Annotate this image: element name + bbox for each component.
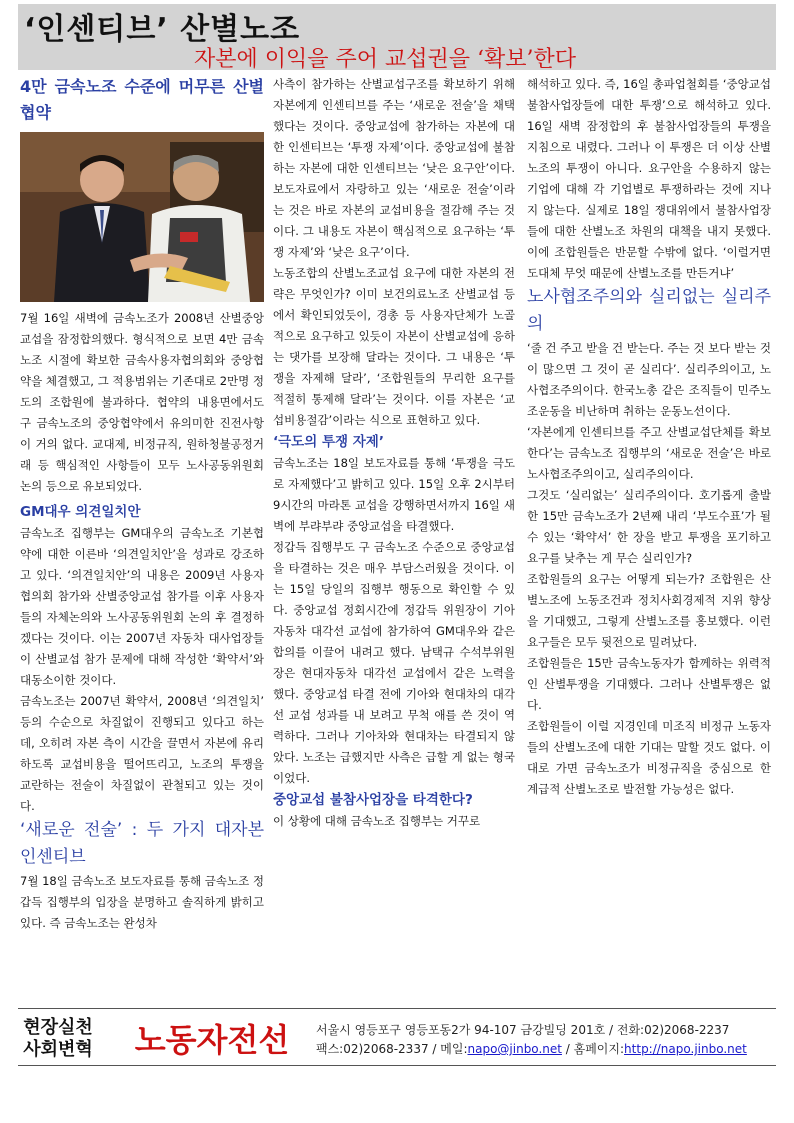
paragraph: 조합원들의 요구는 어떻게 되는가? 조합원은 산별노조에 노동조건과 정치사회경제적 지위 향상을 기대했고, 그렇게 산별노조를 홍보했다. 이런 요구들은 모두 뒷전으로 밀려났다. (527, 572, 771, 649)
logo-main: 노동자전선 (134, 1021, 290, 1059)
email-label: 메일: (440, 1042, 468, 1056)
paragraph: ‘자본에게 인센티브를 주고 산별교섭단체를 확보한다’는 금속노조 집행부의 ‘새로운 전술’은 바로 노사협조주의이고, 실리주의이다. (527, 425, 771, 481)
section-heading: 중앙교섭 불참사업장을 타격한다? (273, 792, 473, 808)
address: 서울시 영등포구 영등포동2가 94-107 금강빌딩 201호 / 전화:02)2068-2237 (316, 1023, 730, 1037)
paragraph: 7월 18일 금속노조 보도자료를 통해 금속노조 정갑득 집행부의 입장을 분명하고 솔직하게 밝히고 있다. 즉 금속노조는 완성차 (20, 874, 264, 930)
logo (22, 1013, 310, 1061)
section-heading: ‘극도의 투쟁 자제’ (273, 434, 384, 450)
paragraph: 7월 16일 새벽에 금속노조가 2008년 산별중앙교섭을 잠정합의했다. 형식적으로 보면 4만 금속노조 시절에 확보한 금속사용자협의회와 중앙협약을 체결했고, 그 적용범위는 기존대로 2만명 정도의 조합원에 불과하다. 협약의 내용면에서도 구 금속노조의 중앙협약에서 유의미한 진전사항이 거의 없다. 교대제, 비정규직, 원하청불공정거래 등 핵심적인 사항들이 모두 노사공동위원회 논의 등으로 유보되었다. (20, 311, 264, 493)
column-3 (527, 74, 771, 800)
email-link[interactable]: napo@jinbo.net (467, 1042, 562, 1056)
homepage-link[interactable]: http://napo.jinbo.net (624, 1042, 747, 1056)
section-heading: 노사협조주의와 실리없는 실리주의 (527, 287, 771, 334)
handshake-illustration (20, 132, 264, 302)
logo-line-2: 사회변혁 (23, 1039, 93, 1060)
handshake-photo (20, 132, 264, 302)
paragraph: 금속노조 집행부는 GM대우의 금속노조 기본협약에 대한 이른바 ‘의견일치안’을 성과로 강조하고 있다. ‘의견일치안’의 내용은 2009년 사용자협의회 참가와 산별중앙교섭 참가를 이후 사용자들의 자체논의와 노사공동위원회 논의 후 결정하겠다는 것이다. 이는 2007년 자동차 대사업장들이 산별교섭 참가 문제에 대해 작성한 ‘확약서’와 대동소이한 것이다. (20, 526, 264, 687)
section-heading: GM대우 의견일치안 (20, 504, 141, 520)
paragraph: 조합원들은 15만 금속노동자가 함께하는 위력적인 산별투쟁을 기대했다. 그러나 산별투쟁은 없다. (527, 656, 771, 712)
column-1 (20, 74, 264, 934)
column-2 (273, 74, 515, 832)
paragraph: 사측이 참가하는 산별교섭구조를 확보하기 위해 자본에게 인센티브를 주는 ‘새로운 전술’을 채택했다는 것이다. 중앙교섭에 참가하는 자본에 대한 인센티브는 ‘투쟁 자제’이다. 중앙교섭에 불참하는 자본에 대한 인센티브는 ‘낮은 요구안’이다. 보도자료에서 자랑하고 있는 ‘새로운 전술’이라는 것은 바로 자본의 교섭비용을 절감해 주는 것이다. 그 내용도 자본이 핵심적으로 요구하는 ‘투쟁 자제’와 ‘낮은 요구’이다. (273, 77, 515, 259)
page-title: ‘인센티브’ 산별노조 (24, 12, 301, 47)
homepage-label: 홈페이지: (573, 1042, 625, 1056)
logo-line-1: 현장실천 (23, 1017, 93, 1038)
fax: 팩스:02)2068-2337 (316, 1042, 429, 1056)
paragraph: 금속노조는 2007년 확약서, 2008년 ‘의견일치’ 등의 수순으로 차질없이 진행되고 있다고 하는데, 오히려 자본 측이 시간을 끌면서 자본에 유리하도록 교섭비용을 떨어뜨리고, 노조의 투쟁을 교란하는 전술이 차질없이 관철되고 있는 것이다. (20, 694, 264, 813)
page-subtitle: 자본에 이익을 주어 교섭권을 ‘확보’한다 (194, 47, 576, 72)
paragraph: ‘줄 건 주고 받을 건 받는다. 주는 것 보다 받는 것이 많으면 그 것이 곧 실리다’. 실리주의이고, 노사협조주의이다. 한국노총 같은 조직들이 민주노조운동을 비난하며 취하는 운동노선이다. (527, 341, 771, 418)
paragraph: 해석하고 있다. 즉, 16일 총파업철회를 ‘중앙교섭 불참사업장들에 대한 투쟁’으로 해석하고 있다. 16일 새벽 잠정합의 후 불참사업장들의 투쟁을 지침으로 내렸다. 그러나 이 투쟁은 더 이상 산별노조의 투쟁이 아니다. 요구안을 수용하지 않는 기업에 대해 각 기업별로 투쟁하라는 것에 지나지 않는다. 실제로 18일 쟁대위에서 불참사업장들에 대한 산별노조 차원의 대책을 내지 못했다. 이에 조합원들은 반문할 수밖에 없다. ‘이럴거면 도대체 무엇 때문에 산별노조를 만든거냐’ (527, 77, 771, 280)
paragraph: 금속노조는 18일 보도자료를 통해 ‘투쟁을 극도로 자제했다’고 밝히고 있다. 15일 오후 2시부터 9시간의 마라톤 교섭을 강행하면서까지 16일 새벽에 부랴부랴 중앙교섭을 타결했다. (273, 456, 515, 533)
section-heading: 4만 금속노조 수준에 머무른 산별협약 (20, 77, 264, 122)
paragraph: 조합원들이 이럴 지경인데 미조직 비정규 노동자들의 산별노조에 대한 기대는 말할 것도 없다. 이대로 가면 금속노조가 비정규직을 중심으로 한 계급적 산별노조로 발전할 가능성은 없다. (527, 719, 771, 796)
paragraph: 이 상황에 대해 금속노조 집행부는 거꾸로 (273, 814, 481, 828)
title-banner (18, 4, 776, 70)
paragraph: 노동조합의 산별노조교섭 요구에 대한 자본의 전략은 무엇인가? 이미 보건의료노조 산별교섭 등에서 확인되었듯이, 경총 등 사용자단체가 노골적으로 요구하고 있듯이 자본이 산별교섭에 응하는 댓가를 보장해 달라는 것이다. 그 내용은 ‘투쟁을 자제해 달라’, ‘조합원들의 무리한 요구를 적절히 통제해 달라’는 것이다. 이를 자본은 ‘교섭비용절감’이라는 식으로 표현하고 있다. (273, 266, 515, 427)
contact-info: 서울시 영등포구 영등포동2가 94-107 금강빌딩 201호 / 전화:02)2068-2237 팩스:02)2068-2337 / 메일:napo@jinbo.net / 홈페이지:http://napo.jinbo.net (316, 1023, 747, 1056)
section-heading: ‘새로운 전술’ : 두 가지 대자본 인센티브 (20, 820, 264, 867)
paragraph: 그것도 ‘실리없는’ 실리주의이다. 호기롭게 출발한 15만 금속노조가 2년째 내리 ‘부도수표’가 될 수 있는 ‘확약서’ 한 장을 받고 투쟁을 포기하고 요구를 낮추는 게 무슨 실리인가? (527, 488, 771, 565)
paragraph: 정갑득 집행부도 구 금속노조 수준으로 중앙교섭을 타결하는 것은 매우 부담스러웠을 것이다. 이는 15일 당일의 집행부 행동으로 확인할 수 있다. 중앙교섭 정회시간에 정갑득 위원장이 기아자동차 대각선 교섭에 참가하여 GM대우와 같은 합의를 이끌어 내려고 했다. 남택규 수석부위원장은 현대자동차 대각선 교섭에서 같은 노력을 했다. 중앙교섭 타결 전에 기아와 현대차의 대각선 교섭 성과를 내 보려고 무척 애를 쓴 것이 역력하다. 그러나 기아차와 현대차는 타결되지 않았다. 노조는 급했지만 사측은 급할 게 없는 형국이었다. (273, 540, 515, 785)
footer (18, 1008, 776, 1066)
